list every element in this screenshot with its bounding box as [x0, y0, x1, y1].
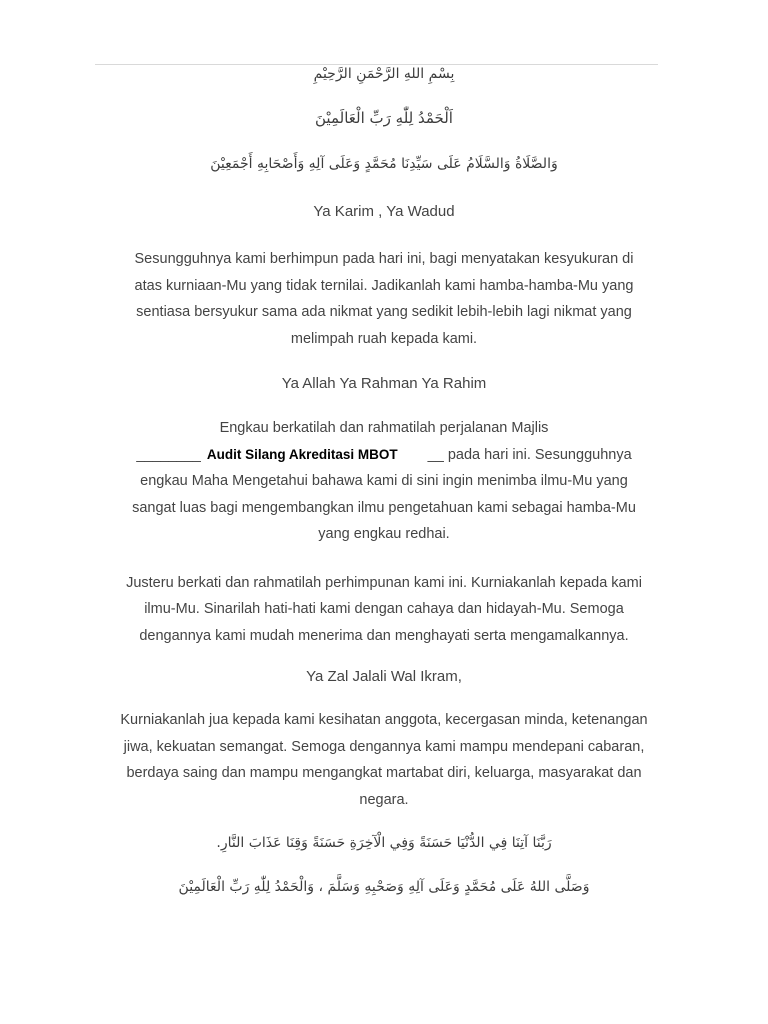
blank-line-suffix: __	[427, 446, 444, 463]
basmala-line: بِسْمِ اللهِ الرَّحْمَنِ الرَّحِيْمِ	[313, 66, 455, 82]
paragraph-majlis	[120, 415, 648, 548]
majlis-text-after: pada hari ini. Sesungguhnya engkau Maha Mengetahui bahawa kami di sini ingin menimba ilmu-Mu yang sangat luas bagi mengembangkan ilmu pengetahuan kami sebagai hamba-Mu yang engkau redhai.	[132, 446, 636, 542]
closing-line: وَصَلَّى اللهُ عَلَى مُحَمَّدٍ وَعَلَى آلِهِ وَصَحْبِهِ وَسَلَّمَ ، وَالْحَمْدُ لِلّٰهِ رَبِّ الْعَالَمِيْنَ	[178, 879, 590, 895]
blank-line-prefix: ________	[136, 446, 201, 463]
salawat-line: وَالصَّلَاةُ وَالسَّلَامُ عَلَى سَيِّدِنَا مُحَمَّدٍ وَعَلَى آلِهِ وَأَصْحَابِهِ أَجْمَعِيْنَ	[210, 156, 558, 172]
heading-ya-zal: Ya Zal Jalali Wal Ikram,	[306, 668, 462, 685]
heading-ya-karim: Ya Karim , Ya Wadud	[313, 203, 455, 220]
hamdalah-line: اَلْحَمْدُ لِلّٰهِ رَبِّ الْعَالَمِيْنَ	[315, 109, 453, 127]
majlis-text-before: Engkau berkatilah dan rahmatilah perjalanan Majlis	[219, 420, 549, 436]
majlis-name-field[interactable]: Audit Silang Akreditasi MBOT	[206, 446, 398, 462]
paragraph-justeru: Justeru berkati dan rahmatilah perhimpunan kami ini. Kurniakanlah kepada kami ilmu-Mu. Sinarilah hati-hati kami dengan cahaya dan hidayah-Mu. Semoga dengannya kami mudah menerima dan menghayati serta mengamalkannya.	[126, 574, 642, 644]
doa-document	[120, 62, 648, 899]
paragraph-kesyukuran: Sesungguhnya kami berhimpun pada hari ini, bagi menyatakan kesyukuran di atas kurniaan-Mu yang tidak ternilai. Jadikanlah kami hamba-hamba-Mu yang sentiasa bersyukur sama ada nikmat yang sedikit lebih-lebih lagi nikmat yang melimpah ruah kepada kami.	[134, 251, 634, 347]
paragraph-kesihatan: Kurniakanlah jua kepada kami kesihatan anggota, kecergasan minda, ketenangan jiwa, kekuatan semangat. Semoga dengannya kami mampu mendepani cabaran, berdaya saing dan mampu mengangkat martabat diri, keluarga, masyarakat dan negara.	[120, 712, 648, 808]
heading-ya-allah: Ya Allah Ya Rahman Ya Rahim	[281, 375, 487, 392]
rabbana-line: رَبَّنَا آتِنَا فِي الدُّنْيَا حَسَنَةً وَفِي الْآخِرَةِ حَسَنَةً وَقِنَا عَذَابَ النَّارِ.	[216, 835, 552, 851]
